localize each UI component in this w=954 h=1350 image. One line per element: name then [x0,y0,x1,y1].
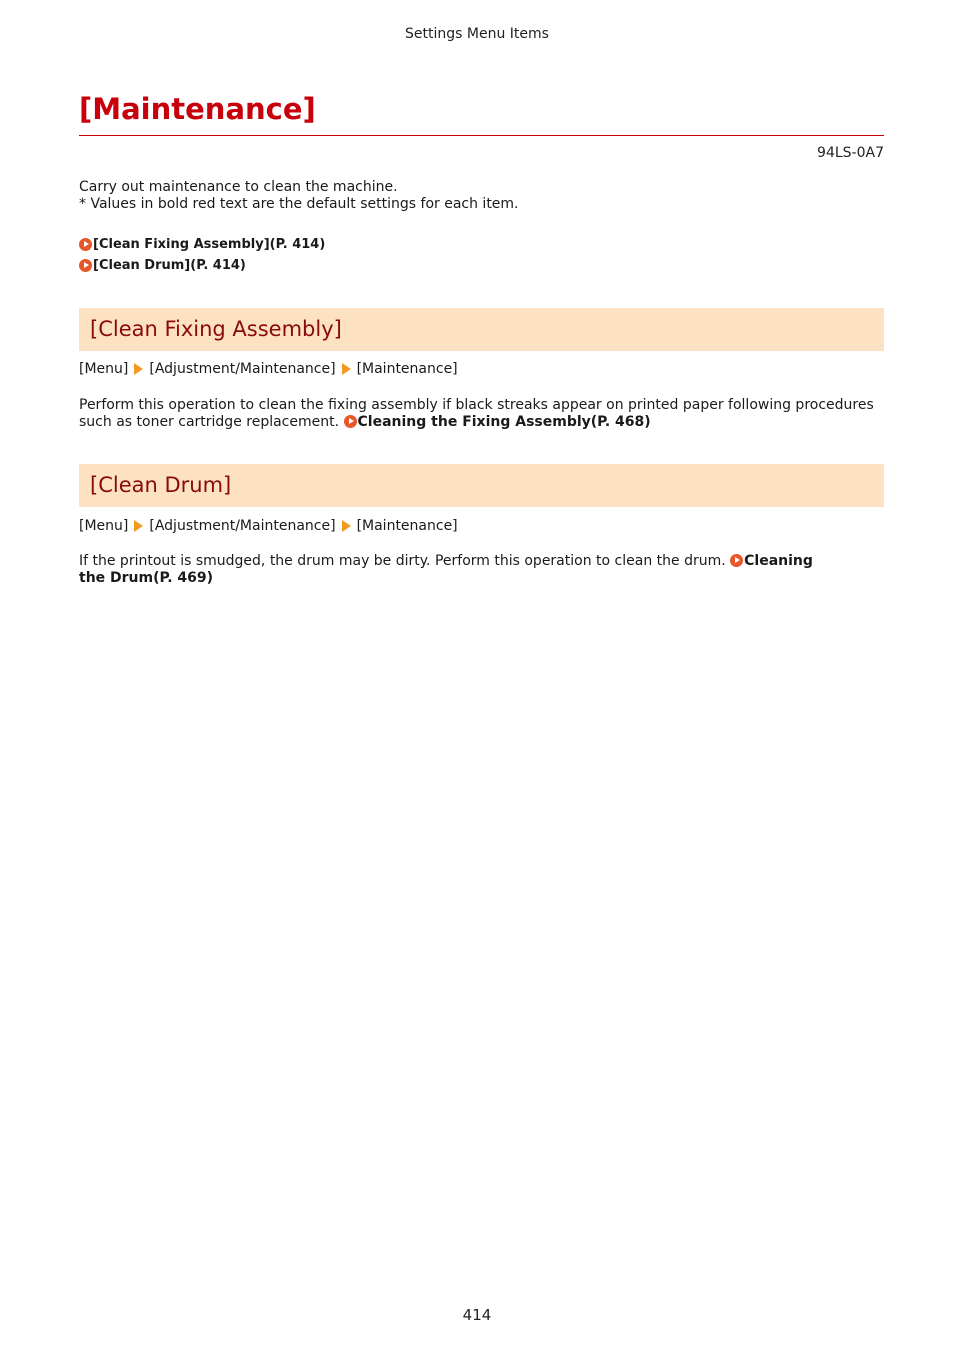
triangle-right-icon [134,363,143,375]
circle-arrow-icon [79,238,92,251]
section-header-clean-drum [79,464,884,507]
path-item: [Menu] [79,518,129,534]
circle-arrow-icon [730,554,743,567]
page-number: 414 [462,1306,492,1324]
triangle-right-icon [342,363,351,375]
toc-link-label: [Clean Fixing Assembly](P. 414) [93,237,326,252]
link-label: Cleaning the Drum(P. 469) [79,553,813,586]
path-item: [Menu] [79,361,129,377]
intro-text [79,179,884,213]
section-header-clean-fixing-assembly [79,308,884,351]
toc-link-clean-fixing-assembly[interactable] [79,234,325,255]
menu-path [79,361,458,377]
body-text: If the printout is smudged, the drum may be dirty. Perform this operation to clean the drum. [79,553,731,569]
link-label: Cleaning the Fixing Assembly(P. 468) [357,414,651,430]
triangle-right-icon [134,520,143,532]
toc-link-clean-drum[interactable] [79,255,325,276]
table-of-contents [79,234,325,276]
path-item: [Adjustment/Maintenance] [149,518,336,534]
page-title: [Maintenance] [79,92,316,126]
link-cleaning-fixing-assembly[interactable] [344,414,651,430]
title-divider [79,135,884,136]
document-code: 94LS-0A7 [817,145,884,161]
section-heading: [Clean Fixing Assembly] [90,317,342,341]
section-body [79,553,819,587]
body-text: Perform this operation to clean the fixing assembly if black streaks appear on printed paper following procedures such as toner cartridge replacement. [79,397,874,430]
intro-line-1: Carry out maintenance to clean the machine. [79,179,398,195]
path-item: [Maintenance] [356,518,458,534]
running-header: Settings Menu Items [405,26,549,42]
circle-arrow-icon [344,415,357,428]
path-item: [Adjustment/Maintenance] [149,361,336,377]
intro-line-2: * Values in bold red text are the default settings for each item. [79,196,519,212]
triangle-right-icon [342,520,351,532]
path-item: [Maintenance] [356,361,458,377]
section-body [79,397,884,431]
circle-arrow-icon [79,259,92,272]
toc-link-label: [Clean Drum](P. 414) [93,258,246,273]
menu-path [79,518,458,534]
section-heading: [Clean Drum] [90,473,232,497]
